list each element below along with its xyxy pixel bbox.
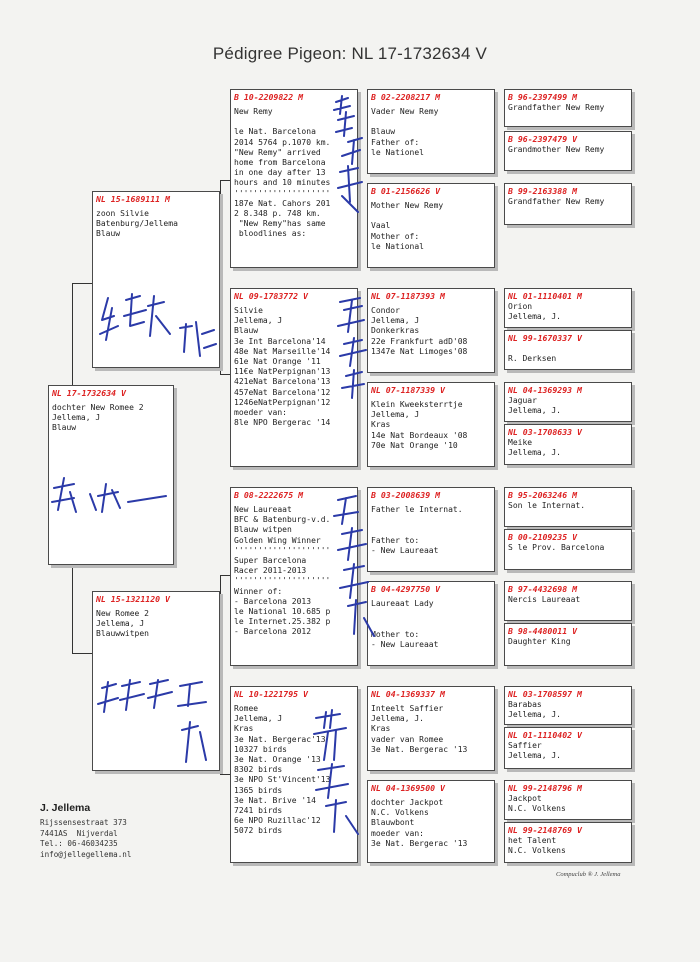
card-line: 3e Nat. Bergerac '13 (371, 838, 468, 848)
card-line: Mother to: (371, 629, 420, 639)
card-line: dochter Jackpot (371, 798, 444, 807)
card-line: "New Remy" arrived (234, 147, 321, 157)
card-line: Vaal (371, 221, 391, 231)
card-line: 2 8.348 p. 748 km. (234, 208, 321, 218)
card-line: moeder van: (234, 407, 287, 417)
card-line: Jellema, J (96, 619, 145, 629)
tree-connector (72, 565, 73, 653)
card-line: Jellema, J (371, 410, 420, 420)
software-credit: Compuclub ® J. Jellema (556, 871, 621, 878)
card-line: het Talent (508, 836, 557, 845)
ring-number: B 98-4480011 V (508, 626, 578, 636)
card-line: Mother of: (371, 231, 420, 241)
pigeon-card-sire (92, 191, 220, 368)
pigeon-card-gen4 (504, 288, 632, 328)
card-line: Kras (234, 724, 254, 734)
card-line: Jellema, J (234, 714, 283, 724)
owner-block (40, 802, 131, 860)
card-line: N.C. Volkens (508, 846, 566, 856)
card-line: dochter New Romee 2 (52, 403, 144, 412)
card-line: Blauw (96, 229, 121, 239)
card-line (371, 211, 491, 221)
card-line: N.C. Volkens (508, 804, 566, 814)
pigeon-card-gen4 (504, 822, 632, 863)
ring-number: NL 17-1732634 V (52, 388, 126, 398)
card-line: Donkerkras (371, 326, 420, 336)
card-line: le National (371, 241, 424, 251)
card-line: le National 10.685 p (234, 606, 331, 616)
tree-connector (220, 374, 230, 375)
card-line: "New Remy"has same (234, 219, 326, 229)
pigeon-card-gen4 (504, 623, 632, 666)
ring-number: NL 09-1783772 V (234, 291, 308, 301)
card-line: Blauw (371, 127, 396, 137)
ring-number: B 04-4297750 V (371, 584, 441, 594)
pigeon-card-gen4 (504, 727, 632, 769)
card-line: Batenburg/Jellema (96, 219, 178, 229)
ring-number: B 01-2156626 V (371, 186, 441, 196)
card-line: New Laureaat (234, 505, 292, 514)
card-line: 11€e NatPerpignan'13 (234, 367, 331, 377)
page-title: Pédigree Pigeon: NL 17-1732634 V (212, 44, 488, 63)
card-line: - Barcelona 2012 (234, 627, 312, 637)
card-line: Blauwbont (371, 818, 415, 828)
card-line: Orion (508, 302, 533, 311)
card-line: Jellema, J. (508, 406, 561, 416)
card-line: Jackpot (508, 794, 542, 803)
card-line: 8302 birds (234, 765, 283, 775)
owner-phone: Tel.: 06-46034235 (40, 839, 118, 848)
card-line: Vader New Remy (371, 107, 439, 116)
pigeon-card-gen3 (367, 686, 495, 771)
card-line: bloodlines as: (234, 229, 307, 239)
card-line: 187e Nat. Cahors 201 (234, 198, 331, 208)
tree-connector (220, 575, 230, 576)
card-line: 14e Nat Bordeaux '08 (371, 430, 468, 440)
pigeon-card-gen4 (504, 131, 632, 171)
tree-connector (72, 283, 73, 385)
card-line: 70e Nat Orange '10 (371, 440, 458, 450)
card-line: Blauw witpen (234, 525, 292, 535)
card-line (371, 525, 491, 535)
card-line: - Barcelona 2013 (234, 596, 312, 606)
card-line: New Remy (234, 107, 273, 116)
card-line: Grandmother New Remy (508, 145, 605, 154)
card-line: 61e Nat Orange '11 (234, 356, 321, 366)
card-line: '''''''''''''''''''' (234, 576, 331, 586)
card-line: Inteelt Saffier (371, 704, 444, 713)
pigeon-card-gen4 (504, 330, 632, 370)
card-line: Father to: (371, 535, 420, 545)
pigeon-card-gen4 (504, 487, 632, 527)
ring-number: B 00-2109235 V (508, 532, 578, 542)
card-line: Jellema, J. (508, 710, 561, 720)
ring-number: B 08-2222675 M (234, 490, 304, 500)
card-line: Saffier (508, 741, 542, 750)
pigeon-card-dam-dam (230, 686, 358, 863)
owner-email: info@jellegellema.nl (40, 849, 132, 859)
pigeon-card-sire-dam (230, 288, 358, 467)
card-line: - New Laureaat (371, 545, 439, 555)
card-line: in one day after 13 (234, 168, 326, 178)
pigeon-card-sire-sire (230, 89, 358, 268)
ring-number: B 02-2208217 M (371, 92, 441, 102)
ring-number: NL 07-1187393 M (371, 291, 445, 301)
card-line: le Nationel (371, 147, 424, 157)
card-line: Jaguar (508, 396, 537, 405)
card-line (371, 609, 491, 619)
pigeon-card-gen3 (367, 288, 495, 373)
ring-number: B 96-2397499 M (508, 92, 578, 102)
card-line: Meike (508, 438, 533, 447)
ring-number: B 97-4432698 M (508, 584, 578, 594)
card-line: Father of: (371, 137, 420, 147)
card-line: BFC & Batenburg-v.d. (234, 515, 331, 525)
card-line: Jellema, J (371, 316, 420, 326)
pigeon-card-gen3 (367, 183, 495, 268)
ring-number: NL 99-1670337 V (508, 333, 582, 343)
tree-connector (220, 575, 221, 774)
card-line: 457eNat Barcelona'12 (234, 387, 331, 397)
card-line: Racer 2011-2013 (234, 566, 307, 576)
ring-number: NL 04-1369293 M (508, 385, 582, 395)
card-line: 3e Nat. Brive '14 (234, 795, 316, 805)
tree-connector (220, 774, 230, 775)
card-line: Grandfather New Remy (508, 103, 605, 112)
card-line: Romee (234, 704, 259, 713)
card-line: vader van Romee (371, 734, 444, 744)
ring-number: NL 04-1369337 M (371, 689, 445, 699)
card-line: S le Prov. Barcelona (508, 543, 605, 552)
ring-number: NL 03-1708633 V (508, 427, 582, 437)
pigeon-card-gen3 (367, 382, 495, 467)
card-line: N.C. Volkens (371, 808, 429, 818)
card-line: Winner of: (234, 586, 283, 596)
tree-connector (72, 283, 92, 284)
card-line: hours and 10 minutes (234, 178, 331, 188)
card-line: Son le Internat. (508, 501, 586, 510)
card-line: 3e Nat. Orange '13 (234, 754, 321, 764)
card-line: Silvie (234, 306, 263, 315)
card-line: 1347e Nat Limoges'08 (371, 346, 468, 356)
card-line: Condor (371, 306, 400, 315)
ring-number: NL 01-1110401 M (508, 291, 582, 301)
card-line: 22e Frankfurt adD'08 (371, 336, 468, 346)
card-line: Jellema, J (52, 413, 101, 423)
ring-number: NL 03-1708597 M (508, 689, 582, 699)
card-line: Kras (371, 724, 391, 734)
card-line: Super Barcelona (234, 555, 307, 565)
card-line: 3e Nat. Bergerac'13 (234, 734, 326, 744)
card-line: 5072 birds (234, 826, 283, 836)
card-line: Jellema, J. (508, 751, 561, 761)
pigeon-card-gen4 (504, 424, 632, 465)
pigeon-card-dam (92, 591, 220, 771)
card-line: Nercis Laureaat (508, 595, 581, 604)
card-line: Jellema, J (234, 316, 283, 326)
card-line: 2014 5764 p.1070 km. (234, 137, 331, 147)
card-line: 3e Nat. Bergerac '13 (371, 744, 468, 754)
card-line: 48e Nat Marseille'14 (234, 346, 331, 356)
tree-connector (220, 180, 230, 181)
card-line: Jellema, J. (508, 312, 561, 322)
tree-connector (220, 180, 221, 374)
card-line: R. Derksen (508, 354, 557, 364)
card-line: Mother New Remy (371, 201, 444, 210)
ring-number: NL 99-2148796 M (508, 783, 582, 793)
ring-number: NL 10-1221795 V (234, 689, 308, 699)
card-line (234, 117, 354, 127)
pigeon-card-gen4 (504, 89, 632, 127)
ring-number: NL 99-2148769 V (508, 825, 582, 835)
owner-name: J. Jellema (40, 802, 91, 814)
card-line: 8le NPO Bergerac '14 (234, 418, 331, 428)
pigeon-card-gen4 (504, 780, 632, 820)
pigeon-card-gen4 (504, 686, 632, 725)
ring-number: B 03-2008639 M (371, 490, 441, 500)
ring-number: B 99-2163388 M (508, 186, 578, 196)
ring-number: B 96-2397479 V (508, 134, 578, 144)
pigeon-card-gen4 (504, 183, 632, 225)
pigeon-card-gen4 (504, 382, 632, 422)
tree-connector (72, 653, 92, 654)
card-line: Golden Wing Winner (234, 535, 321, 545)
card-line: 10327 birds (234, 744, 287, 754)
card-line: Jellema, J. (508, 448, 561, 458)
pigeon-card-subject (48, 385, 174, 565)
card-line: 1246eNatPerpignan'12 (234, 397, 331, 407)
card-line: Laureaat Lady (371, 599, 434, 608)
card-line: Blauwwitpen (96, 629, 149, 639)
card-line (371, 117, 491, 127)
ring-number: NL 15-1321120 V (96, 594, 170, 604)
card-line: New Romee 2 (96, 609, 149, 618)
pigeon-card-gen3 (367, 487, 495, 572)
card-line: Barabas (508, 700, 542, 709)
pigeon-card-gen4 (504, 529, 632, 570)
card-line: - New Laureaat (371, 639, 439, 649)
card-line: 3e Int Barcelona'14 (234, 336, 326, 346)
pigeon-card-gen4 (504, 581, 632, 621)
card-line (371, 619, 491, 629)
ring-number: NL 07-1187339 V (371, 385, 445, 395)
owner-address: Rijssensestraat 373 (40, 818, 127, 827)
card-line: zoon Silvie (96, 209, 149, 218)
ring-number: NL 01-1110402 V (508, 730, 582, 740)
owner-city: 7441AS Nijverdal (40, 828, 118, 838)
ring-number: NL 15-1689111 M (96, 194, 170, 204)
card-line: 6e NPO Ruzillac'12 (234, 816, 321, 826)
pigeon-card-gen3 (367, 581, 495, 666)
card-line: '''''''''''''''''''' (234, 545, 331, 555)
card-line: Kras (371, 420, 391, 430)
card-line: Blauw (52, 423, 77, 433)
card-line: le Internet.25.382 p (234, 617, 331, 627)
card-line: Jellema, J. (371, 714, 424, 724)
pigeon-card-gen3 (367, 89, 495, 174)
card-line: Klein Kweeksterrtje (371, 400, 463, 409)
pigeon-card-gen3 (367, 780, 495, 863)
card-line (508, 344, 628, 354)
card-line: 421eNat Barcelona'13 (234, 377, 331, 387)
ring-number: B 10-2209822 M (234, 92, 304, 102)
pigeon-card-dam-sire (230, 487, 358, 666)
card-line: Blauw (234, 326, 259, 336)
card-line: 7241 birds (234, 805, 283, 815)
card-line: Grandfather New Remy (508, 197, 605, 206)
card-line: '''''''''''''''''''' (234, 188, 331, 198)
card-line: 1365 birds (234, 785, 283, 795)
card-line: Daughter King (508, 637, 571, 646)
card-line: moeder van: (371, 828, 424, 838)
ring-number: B 95-2063246 M (508, 490, 578, 500)
card-line (371, 515, 491, 525)
ring-number: NL 04-1369500 V (371, 783, 445, 793)
card-line: 3e NPO St'Vincent'13 (234, 775, 331, 785)
card-line: le Nat. Barcelona (234, 127, 316, 137)
card-line: Father le Internat. (371, 505, 463, 514)
card-line: home from Barcelona (234, 157, 326, 167)
